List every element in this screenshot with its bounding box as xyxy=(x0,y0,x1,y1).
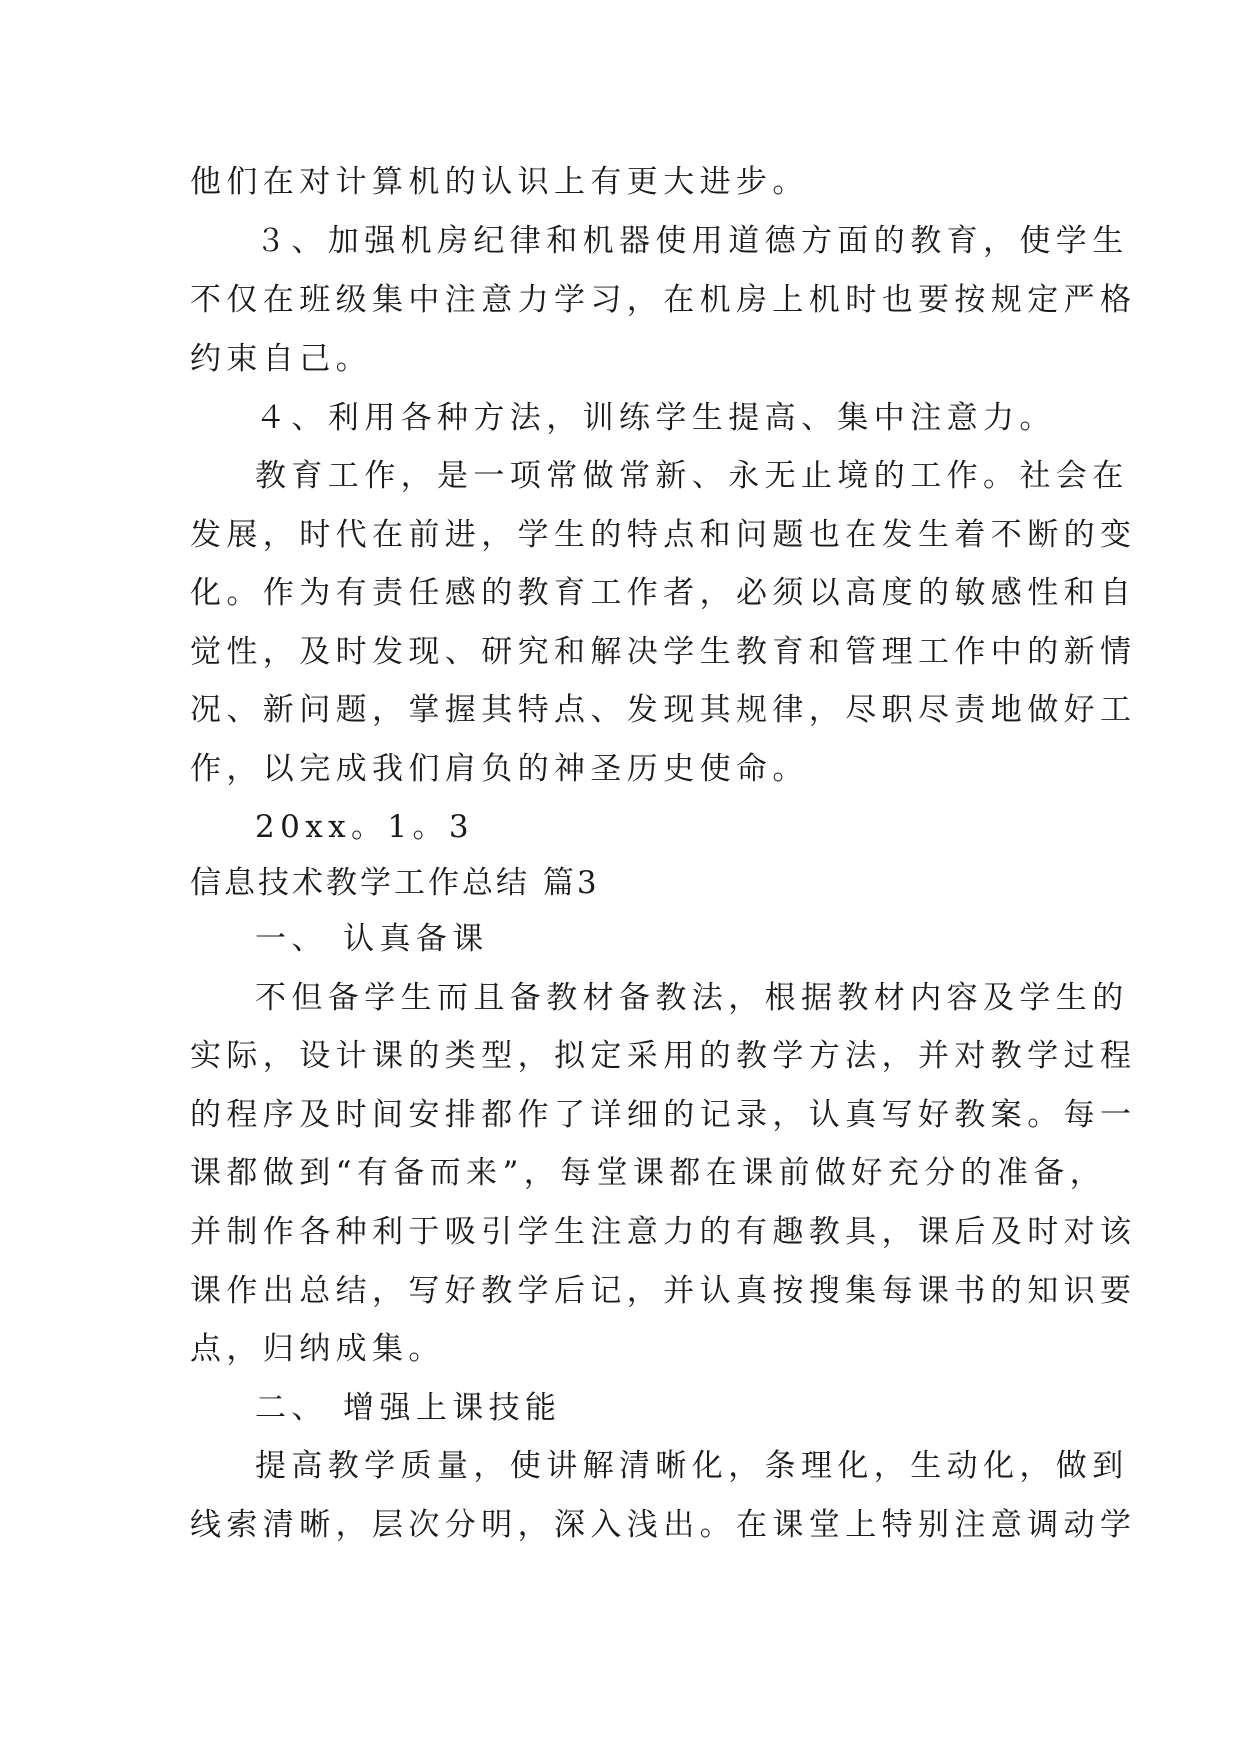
date-line: 20xx。1。3 xyxy=(255,809,475,845)
paragraph-line: ３、加强机房纪律和机器使用道德方面的教育，使学生 xyxy=(255,223,1129,259)
paragraph-line: 提高教学质量，使讲解清晰化，条理化，生动化，做到 xyxy=(255,1448,1129,1484)
paragraph-line: 他们在对计算机的认识上有更大进步。 xyxy=(190,164,809,200)
paragraph-line: 发展，时代在前进，学生的特点和问题也在发生着不断的变 xyxy=(190,517,1137,553)
paragraph-line: 不仅在班级集中注意力学习，在机房上机时也要按规定严格 xyxy=(190,282,1137,318)
paragraph-line: 的程序及时间安排都作了详细的记录，认真写好教案。每一 xyxy=(190,1097,1137,1133)
paragraph-line: 觉性，及时发现、研究和解决学生教育和管理工作中的新情 xyxy=(190,634,1137,670)
paragraph-line: 课都做到“有备而来”，每堂课都在课前做好充分的准备， xyxy=(190,1155,1107,1191)
subsection-heading: 二、 增强上课技能 xyxy=(255,1390,562,1426)
paragraph-line: 实际，设计课的类型，拟定采用的教学方法，并对教学过程 xyxy=(190,1038,1137,1074)
paragraph-line: 点，归纳成集。 xyxy=(190,1331,445,1367)
paragraph-line: 化。作为有责任感的教育工作者，必须以高度的敏感性和自 xyxy=(190,575,1137,611)
section-title: 信息技术教学工作总结 篇3 xyxy=(190,865,600,901)
paragraph-line: 作，以完成我们肩负的神圣历史使命。 xyxy=(190,751,809,787)
paragraph-line: 线索清晰，层次分明，深入浅出。在课堂上特别注意调动学 xyxy=(190,1507,1137,1543)
subsection-heading: 一、 认真备课 xyxy=(255,921,489,957)
paragraph-line: 约束自己。 xyxy=(190,341,372,377)
paragraph-line: ４、利用各种方法，训练学生提高、集中注意力。 xyxy=(255,400,1056,436)
paragraph-line: 不但备学生而且备教材备教法，根据教材内容及学生的 xyxy=(255,980,1129,1016)
paragraph-line: 教育工作，是一项常做常新、永无止境的工作。社会在 xyxy=(255,458,1129,494)
paragraph-line: 况、新问题，掌握其特点、发现其规律，尽职尽责地做好工 xyxy=(190,692,1137,728)
paragraph-line: 课作出总结，写好教学后记，并认真按搜集每课书的知识要 xyxy=(190,1273,1137,1309)
paragraph-line: 并制作各种利于吸引学生注意力的有趣教具，课后及时对该 xyxy=(190,1214,1137,1250)
